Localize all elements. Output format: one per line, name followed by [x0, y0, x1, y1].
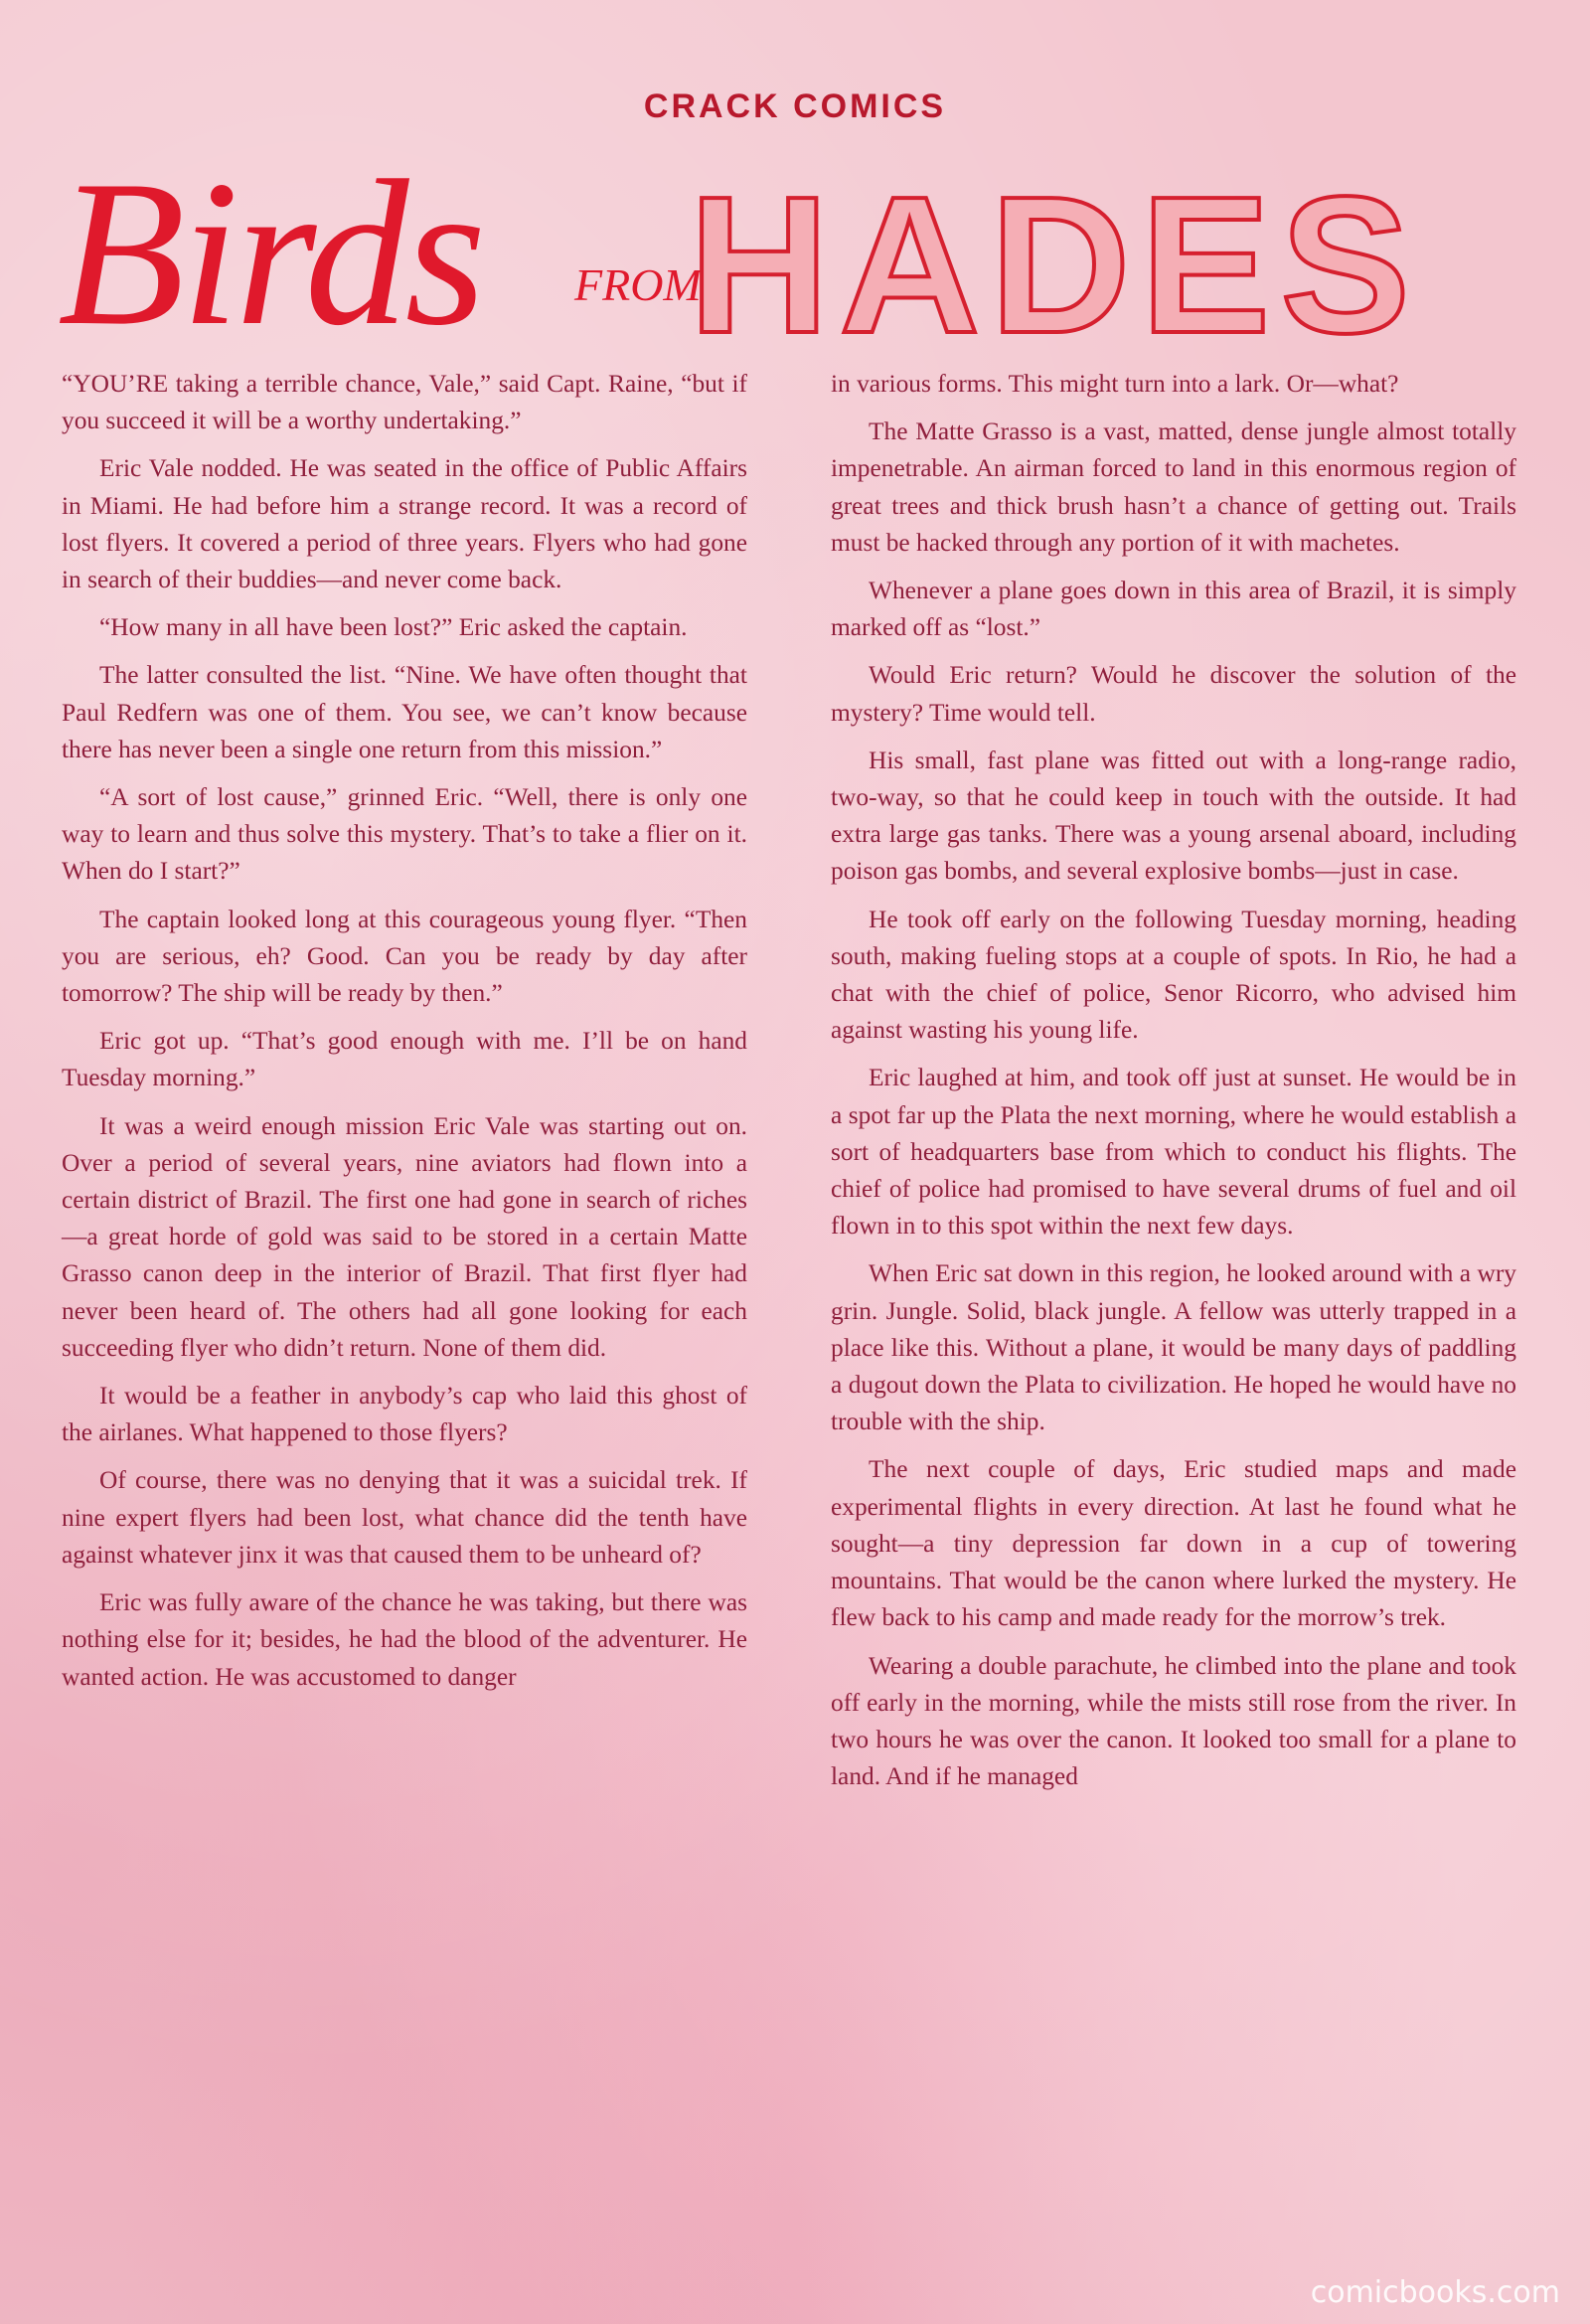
paragraph: The latter consulted the list. “Nine. We have often thought that Paul Redfern was one of them. You see, we can’t know because there has never been a single one return from this mission.”	[62, 661, 747, 763]
paragraph: His small, fast plane was fitted out with a long-range radio, two-way, so that he could keep in touch with the outside. It had extra large gas tanks. There was a young arsenal aboard, including poison gas bombs, and several explosive bombs—just in case.	[831, 746, 1516, 886]
title-from: FROM	[574, 259, 702, 310]
paragraph: Would Eric return? Would he discover the solution of the mystery? Time would tell.	[831, 661, 1516, 727]
paragraph: The next couple of days, Eric studied maps and made experimental flights in every direction. At last he found what he sought—a tiny depression far down in a cup of towering mountains. That would be the canon where lurked the mystery. He flew back to his camp and made ready for the morrow’s trek.	[831, 1455, 1516, 1632]
left-column	[62, 366, 747, 1707]
watermark: comicbooks.com	[1310, 2275, 1560, 2310]
paragraph: Eric Vale nodded. He was seated in the office of Public Affairs in Miami. He had before him a strange record. It was a record of lost flyers. It covered a period of three years. Flyers who had gone in search of their buddies—and never come back.	[62, 454, 747, 594]
paragraph: in various forms. This might turn into a lark. Or—what?	[831, 370, 1399, 398]
paragraph: Wearing a double parachute, he climbed into the plane and took off early in the morning, while the mists still rose from the river. In two hours he was over the canon. It looked too small for a plane to land. And if he managed	[831, 1651, 1516, 1791]
paragraph: “YOU’RE taking a terrible chance, Vale,” said Capt. Raine, “but if you succeed it will be a worthy undertaking.”	[62, 370, 747, 435]
paragraph: When Eric sat down in this region, he looked around with a wry grin. Jungle. Solid, black jungle. A fellow was utterly trapped in a place like this. Without a plane, it would be many days of paddling a dugout down the Plata to civilization. He hoped he would have no trouble with the ship.	[831, 1259, 1516, 1436]
paragraph: He took off early on the following Tuesday morning, heading south, making fueling stops at a couple of spots. In Rio, he had a chat with the chief of police, Senor Ricorro, who advised him against wasting his young life.	[831, 905, 1516, 1045]
paragraph: “How many in all have been lost?” Eric asked the captain.	[99, 613, 688, 642]
paragraph: It would be a feather in anybody’s cap who laid this ghost of the airlanes. What happened to those flyers?	[62, 1382, 747, 1447]
paragraph: The captain looked long at this courageous young flyer. “Then you are serious, eh? Good. Can you be ready by day after tomorrow? The ship will be ready by then.”	[62, 905, 747, 1008]
paragraph: Whenever a plane goes down in this area of Brazil, it is simply marked off as “lost.”	[831, 577, 1516, 642]
title-hades: HADES	[689, 156, 1421, 374]
paragraph: Eric got up. “That’s good enough with me. I’ll be on hand Tuesday morning.”	[62, 1027, 747, 1092]
masthead: CRACK COMICS	[643, 87, 947, 125]
paragraph: Of course, there was no denying that it was a suicidal trek. If nine expert flyers had been lost, what chance did the tenth have against whatever jinx it was that caused them to be unheard of?	[62, 1466, 747, 1569]
paragraph: Eric laughed at him, and took off just at sunset. He would be in a spot far up the Plata the next morning, where he would establish a sort of headquarters base from which to conduct his flights. The chief of police had promised to have several drums of fuel and oil flown in to this spot within the next few days.	[831, 1064, 1516, 1241]
paragraph: “A sort of lost cause,” grinned Eric. “Well, there is only one way to learn and thus solve this mystery. That’s to take a flier on it. When do I start?”	[62, 783, 747, 886]
paragraph: Eric was fully aware of the chance he was taking, but there was nothing else for it; besides, he had the blood of the adventurer. He wanted action. He was accustomed to danger	[62, 1588, 747, 1691]
paragraph: The Matte Grasso is a vast, matted, dense jungle almost totally impenetrable. An airman forced to land in this enormous region of great trees and thick brush hasn’t a chance of getting out. Trails must be hacked through any portion of it with machetes.	[831, 417, 1516, 557]
title-birds: Birds	[58, 138, 483, 369]
story-title	[58, 138, 1548, 374]
right-column	[831, 366, 1516, 1806]
paragraph: It was a weird enough mission Eric Vale was starting out on. Over a period of several years, nine aviators had flown into a certain district of Brazil. The first one had gone in search of riches—a great horde of gold was said to be stored in a certain Matte Grasso canon deep in the interior of Brazil. That first flyer had never been heard of. The others had all gone looking for each succeeding flyer who didn’t return. None of them did.	[62, 1111, 747, 1362]
